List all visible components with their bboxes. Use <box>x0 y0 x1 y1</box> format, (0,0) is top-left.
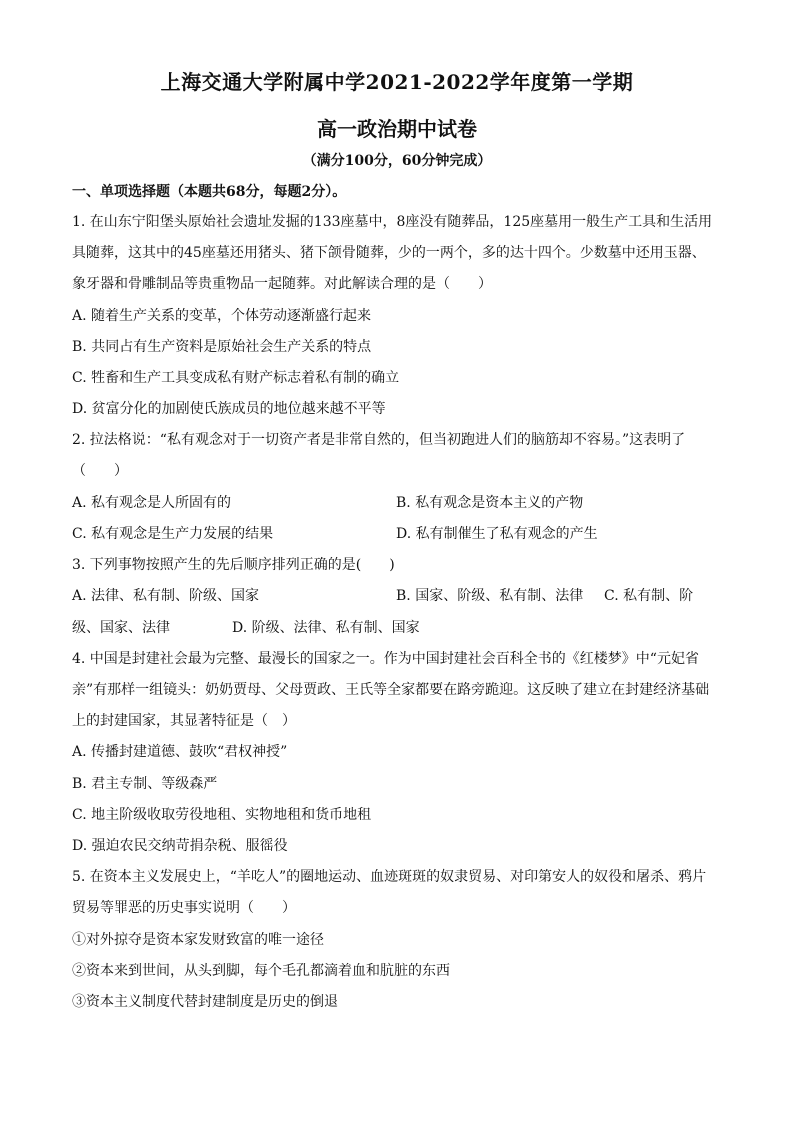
q5-stem-line2: 贸易等罪恶的历史事实说明（ ） <box>72 900 296 916</box>
q4-option-a: A. 传播封建道德、鼓吹“君权神授” <box>72 744 288 760</box>
exam-title: 上海交通大学附属中学2021-2022学年度第一学期 <box>160 70 634 94</box>
q3-option-d: D. 阶级、法律、私有制、国家 <box>232 620 420 636</box>
q3-option-a: A. 法律、私有制、阶级、国家 <box>72 588 260 604</box>
q2-stem-line2: （ ） <box>72 463 128 479</box>
q1-option-b: B. 共同占有生产资料是原始社会生产关系的特点 <box>72 339 372 355</box>
exam-note: （满分100分，60分钟完成） <box>302 153 492 169</box>
q4-stem-line2: 亲”有那样一组镜头：奶奶贾母、父母贾政、王氏等全家都要在路旁跪迎。这反映了建立在封建经济基础 <box>72 682 710 698</box>
q5-item-2: ②资本来到世间，从头到脚，每个毛孔都滴着血和肮脏的东西 <box>72 963 450 979</box>
q4-option-c: C. 地主阶级收取劳役地租、实物地租和货币地租 <box>72 807 372 823</box>
exam-subtitle: 高一政治期中试卷 <box>317 117 477 141</box>
q2-option-b: B. 私有观念是资本主义的产物 <box>396 495 584 511</box>
q1-stem-line2: 具随葬，这其中的45座墓还用猪头、猪下颌骨随葬，少的一两个，多的达十四个。少数墓中还用玉器、 <box>72 245 706 261</box>
q4-stem-line1: 4. 中国是封建社会最为完整、最漫长的国家之一。作为中国封建社会百科全书的《红楼梦》中“元妃省 <box>72 651 699 667</box>
q5-item-1: ①对外掠夺是资本家发财致富的唯一途径 <box>72 932 324 948</box>
q3-option-c-part2: 级、国家、法律 <box>72 620 170 636</box>
q1-stem-line1: 1. 在山东宁阳堡头原始社会遗址发掘的133座墓中，8座没有随葬品，125座墓用一般生产工具和生活用 <box>72 214 713 230</box>
q1-stem-line3: 象牙器和骨雕制品等贵重物品一起随葬。对此解读合理的是（ ） <box>72 276 492 292</box>
q3-option-c-part1: C. 私有制、阶 <box>604 588 694 604</box>
q3-stem: 3. 下列事物按照产生的先后顺序排列正确的是( ) <box>72 557 395 573</box>
q5-item-3: ③资本主义制度代替封建制度是历史的倒退 <box>72 994 338 1010</box>
q4-option-b: B. 君主专制、等级森严 <box>72 776 218 792</box>
q2-option-d: D. 私有制催生了私有观念的产生 <box>396 526 598 542</box>
q4-option-d: D. 强迫农民交纳苛捐杂税、服徭役 <box>72 838 288 854</box>
q2-option-a: A. 私有观念是人所固有的 <box>72 495 232 511</box>
q3-option-b: B. 国家、阶级、私有制、法律 <box>396 588 584 604</box>
section-heading: 一、单项选择题（本题共68分，每题2分）。 <box>72 184 347 200</box>
q1-option-a: A. 随着生产关系的变革，个体劳动逐渐盛行起来 <box>72 308 372 324</box>
q2-stem-line1: 2. 拉法格说：“私有观念对于一切资产者是非常自然的，但当初跑进人们的脑筋却不容易。”这表明了 <box>72 432 686 448</box>
q1-option-c: C. 牲畜和生产工具变成私有财产标志着私有制的确立 <box>72 370 400 386</box>
q5-stem-line1: 5. 在资本主义发展史上，“羊吃人”的圈地运动、血迹斑斑的奴隶贸易、对印第安人的奴役和屠杀、鸦片 <box>72 869 707 885</box>
q4-stem-line3: 上的封建国家，其显著特征是（ ） <box>72 713 296 729</box>
q1-option-d: D. 贫富分化的加剧使氏族成员的地位越来越不平等 <box>72 401 386 417</box>
q2-option-c: C. 私有观念是生产力发展的结果 <box>72 526 274 542</box>
